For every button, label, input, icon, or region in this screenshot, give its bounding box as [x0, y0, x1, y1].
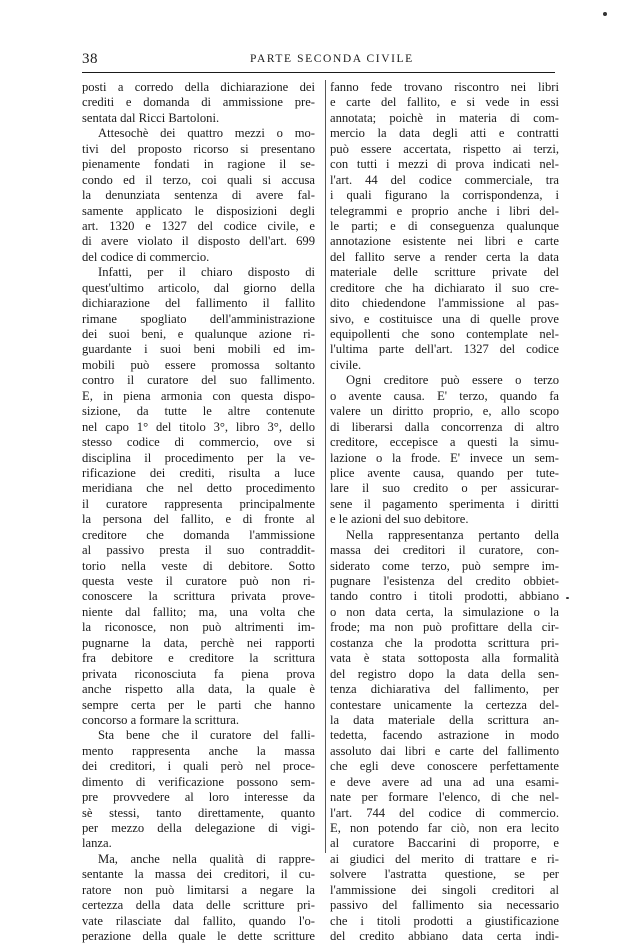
text-line: Attesochè dei quattro mezzi o mo-: [98, 126, 315, 141]
text-line: e carte del fallito, e si vede in essi: [330, 95, 559, 110]
text-line: vate rilasciate dal fallito, quando l'o-: [82, 913, 315, 928]
text-line: tenza dichiarativa del fallimento, per: [330, 682, 559, 697]
print-speck: [566, 597, 569, 599]
text-line: mobili può essere promossa soltanto: [82, 357, 315, 372]
text-line: fra debitore e creditore la scrittura: [82, 651, 315, 666]
text-line: del fallito serve a render certa la data: [330, 249, 559, 264]
text-line: può essere accertata, rispetto ai terzi,: [330, 141, 559, 156]
text-line: che i titoli prodotti a giustificazione: [330, 913, 559, 928]
text-line: l'ammissione dei singoli creditori al: [330, 882, 559, 897]
text-line: massa dei creditori il curatore, con-: [330, 543, 559, 558]
text-line: annotata; poichè in materia di com-: [330, 110, 559, 125]
text-line: i quali figurano la corrispondenza, i: [330, 188, 559, 203]
text-line: o non data certa, la simulazione o la: [330, 604, 559, 619]
text-line: del registro dopo la data della sen-: [330, 666, 559, 681]
text-line: quest'ultimo articolo, dal giorno della: [82, 280, 315, 295]
text-line: lare il suo credito o per assicurar-: [330, 481, 559, 496]
text-line: per mezzo della delegazione di vigi-: [82, 821, 315, 835]
text-line: art. 1320 e 1327 del codice civile, e: [82, 218, 315, 233]
text-line: conoscere la scrittura privata prove-: [82, 589, 315, 604]
column-divider: [325, 80, 326, 853]
text-line: al passivo presta il suo contraddit-: [82, 543, 315, 558]
text-line: solvere l'astratta questione, se per: [330, 867, 559, 882]
text-line: dei suoi beni, e qualunque azione ri-: [82, 327, 315, 341]
text-line: contro il curatore del suo fallimento.: [82, 373, 315, 388]
text-line: posti a corredo della dichiarazione dei: [82, 80, 315, 94]
text-line: mento rappresenta anche la massa: [82, 743, 315, 758]
text-line: annotazione esistente nei libri e carte: [330, 234, 559, 249]
text-line: del codice di commercio.: [82, 249, 210, 264]
text-line: dei creditori, i quali però nel proce-: [82, 759, 315, 774]
text-line: il curatore rappresenta principalmente: [82, 496, 315, 511]
text-line: nel capo 1° del titolo 3°, libro 3°, dello: [82, 419, 315, 434]
text-line: e le azioni del suo debitore.: [330, 512, 469, 527]
text-line: la data materiale della scrittura an-: [330, 712, 559, 727]
text-line: contestare unicamente la certezza del-: [330, 697, 559, 712]
text-line: tivi del proposto ricorso si presentano: [82, 141, 315, 156]
text-line: frode; ma non può profittare della cir-: [330, 620, 559, 635]
text-line: o avente causa. E' terzo, quando fa: [330, 388, 559, 403]
text-line: rificazione dei crediti, risulta a luce: [82, 465, 315, 480]
text-line: guardante i suoi beni mobili ed im-: [82, 342, 315, 357]
print-speck: [603, 12, 607, 16]
text-line: dimento di verificazione possono sem-: [82, 774, 315, 789]
text-line: stesso codice di commercio, ove si: [82, 435, 315, 450]
text-line: mercio la data degli atti e contratti: [330, 126, 559, 141]
text-line: sè stessi, tanto direttamente, quanto: [82, 805, 315, 820]
text-line: pugnarne la data, perchè nei rapporti: [82, 635, 315, 650]
text-line: vata è stata sottoposta alla formalità: [330, 651, 559, 666]
text-line: niente dal fallito; ma, una volta che: [82, 604, 315, 619]
text-line: disciplina il procedimento per la ve-: [82, 450, 315, 465]
text-line: torio nella veste di debitore. Sotto: [82, 558, 315, 573]
text-line: l'art. 44 del codice commerciale, tra: [330, 172, 559, 187]
text-line: fanno fede trovano riscontro nei libri: [330, 80, 559, 94]
text-line: sivo, e costituisce una di quelle prove: [330, 311, 559, 326]
text-line: che egli deve conoscere perfettamente: [330, 759, 559, 774]
text-line: Infatti, per il chiaro disposto di: [98, 265, 315, 280]
text-line: l'art. 744 del codice di commercio.: [330, 805, 559, 820]
text-line: equipollenti che sono contemplate nel-: [330, 327, 559, 341]
text-line: Nella rappresentanza pertanto della: [346, 527, 559, 542]
text-line: telegrammi e proprio anche i libri del-: [330, 203, 559, 218]
text-line: Ogni creditore può essere o terzo: [346, 373, 559, 388]
text-line: sene il pagamento sperimenta i diritti: [330, 496, 559, 511]
text-line: pre provvedere al loro interesse da: [82, 790, 315, 805]
running-title: PARTE SECONDA CIVILE: [250, 53, 414, 65]
text-line: perazione della quale le dette scritture: [82, 929, 315, 944]
text-line: passivo del fallimento sia necessario: [330, 898, 559, 913]
text-line: lazione o la frode. E' invece un sem-: [330, 450, 559, 465]
text-line: di liberarsi dalla concorrenza di altro: [330, 419, 559, 434]
left-text-column: [82, 80, 315, 945]
header-rule: [82, 72, 555, 73]
text-line: sempre certa per le parti che hanno: [82, 697, 315, 712]
text-line: lanza.: [82, 836, 112, 851]
page-number: 38: [82, 51, 98, 67]
text-line: l'ultima parte dell'art. 1327 del codice: [330, 342, 559, 357]
text-line: pugnare l'esistenza del credito obbiet-: [330, 574, 559, 588]
text-line: samente applicato le disposizioni degli: [82, 203, 315, 218]
text-line: la denunziata sentenza di avere fal-: [82, 188, 315, 203]
text-line: condo ed il terzo, coi quali si accusa: [82, 172, 315, 187]
text-line: dito chiedendone l'ammissione al pas-: [330, 296, 559, 311]
text-line: meridiana che nel detto procedimento: [82, 481, 315, 496]
text-line: crediti e domanda di ammissione pre-: [82, 95, 315, 110]
text-line: la riconosce, non può altrimenti im-: [82, 620, 315, 635]
text-line: sentata dal Ricci Bartoloni.: [82, 110, 220, 125]
text-line: siderato come terzo, può sempre im-: [330, 558, 559, 573]
text-line: privata riconosciuta fa piena prova: [82, 666, 315, 681]
text-line: al curatore Baccarini di proporre, e: [330, 836, 559, 851]
text-line: materiale delle scritture private del: [330, 265, 559, 280]
text-line: la persona del fallito, e di fronte al: [82, 512, 315, 527]
text-line: valere un diritto proprio, e, allo scopo: [330, 404, 559, 419]
text-line: e deve avere ad una ad una esami-: [330, 774, 559, 789]
text-line: costanza che la prodotta scrittura pri-: [330, 635, 559, 650]
text-line: anche rispetto alla data, la quale è: [82, 682, 315, 697]
text-line: concorso a formare la scrittura.: [82, 712, 239, 727]
text-line: tando contro i titoli prodotti, abbiano: [330, 589, 559, 604]
text-line: dichiarazione del fallimento il fallito: [82, 296, 315, 311]
text-line: ai giudici del merito di trattare e ri-: [330, 851, 559, 866]
right-text-column: [330, 80, 559, 945]
text-line: E, in piena armonia con questa dispo-: [82, 388, 315, 403]
text-line: pienamente fondati in ragione il se-: [82, 157, 315, 172]
text-line: le parti; e di conseguenza qualunque: [330, 218, 559, 233]
text-line: nate per formare l'elenco, di che nel-: [330, 790, 559, 805]
text-line: sentante la massa dei creditori, il cu-: [82, 867, 315, 882]
text-line: assoluto dai libri e carte del fallimento: [330, 743, 559, 758]
text-line: ratore non può limitarsi a negare la: [82, 882, 315, 897]
text-line: Ma, anche nella qualità di rappre-: [98, 851, 315, 866]
text-line: E, non potendo far ciò, non era lecito: [330, 821, 559, 835]
text-line: con tutti i mezzi di prova indicati nel-: [330, 157, 559, 172]
text-line: certezza della data delle scritture pri-: [82, 898, 315, 913]
text-line: civile.: [330, 357, 362, 372]
text-line: creditore, eccepisce a questi la simu-: [330, 435, 559, 450]
text-line: rimane spogliato dell'amministrazione: [82, 311, 315, 326]
text-line: creditore che ha dichiarato il suo cre-: [330, 280, 559, 295]
text-line: plice avente causa, quando per tute-: [330, 465, 559, 480]
text-line: tedetta, facendo astrazione in modo: [330, 728, 559, 743]
text-line: del credito abbiano data certa indi-: [330, 929, 559, 944]
text-line: questa veste il curatore può non ri-: [82, 574, 315, 588]
text-line: sizione, da tutte le altre contenute: [82, 404, 315, 419]
text-line: di avere violato il disposto dell'art. 699: [82, 234, 315, 249]
text-line: creditore che domanda l'ammissione: [82, 527, 315, 542]
text-line: Sta bene che il curatore del falli-: [98, 728, 315, 743]
